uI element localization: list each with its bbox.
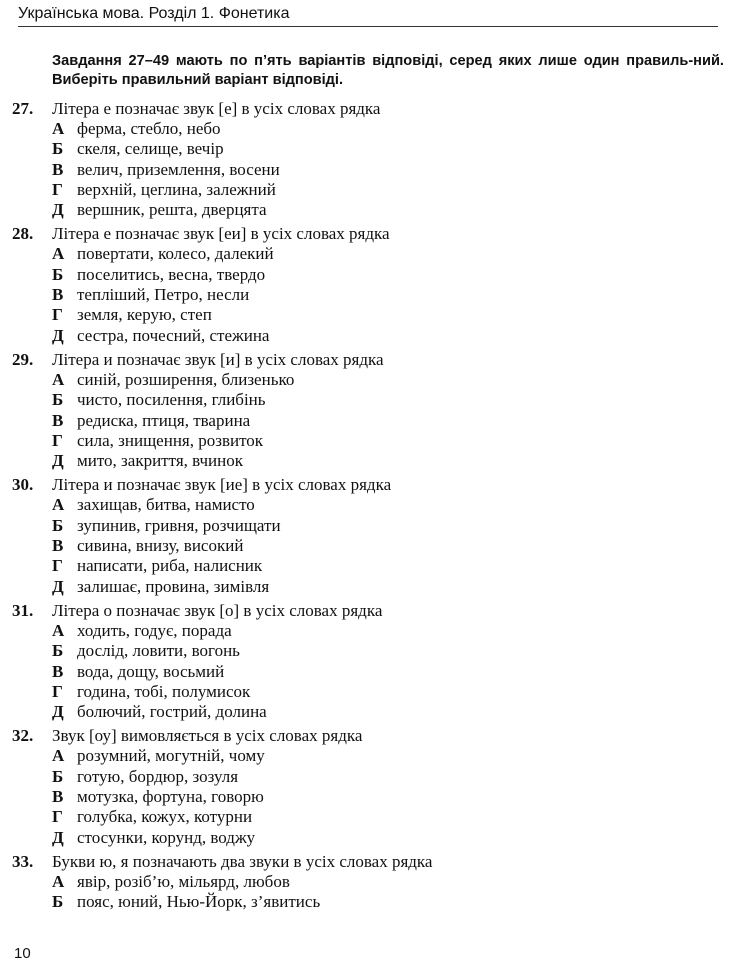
option-letter: В: [52, 787, 64, 807]
question-number: 29.: [12, 349, 34, 369]
option-text: написати, риба, налисник: [77, 556, 263, 576]
option-text: скеля, селище, вечір: [77, 139, 224, 159]
question-29: [12, 349, 727, 471]
question-text: Літера и позначає звук [ие] в усіх словах рядка: [52, 475, 392, 495]
answer-option: [12, 390, 727, 410]
option-letter: Б: [52, 390, 64, 410]
option-text: година, тобі, полумисок: [77, 681, 251, 701]
question-text: Літера е позначає звук [е] в усіх словах рядка: [52, 99, 381, 118]
option-letter: Б: [52, 264, 64, 284]
answer-option: [12, 516, 727, 536]
option-text: залишає, провина, зимівля: [77, 576, 270, 596]
option-letter: Д: [52, 827, 64, 847]
option-text: зупинив, гривня, розчищати: [77, 515, 281, 535]
option-letter: Б: [52, 766, 64, 786]
option-text: велич, приземлення, восени: [77, 159, 280, 179]
option-text: вершник, решта, дверцята: [77, 200, 267, 220]
option-letter: Г: [52, 556, 63, 576]
option-letter: Г: [52, 179, 63, 199]
option-text: редиска, птиця, тварина: [77, 410, 251, 430]
question-27: [12, 98, 727, 220]
answer-option: [12, 807, 727, 827]
question-number: 32.: [12, 726, 34, 746]
answer-option: [12, 536, 727, 556]
answer-option: [12, 577, 727, 597]
question-text: Літера и позначає звук [и] в усіх словах рядка: [52, 349, 384, 369]
option-text: верхній, цеглина, залежний: [77, 179, 276, 199]
option-letter: Д: [52, 702, 64, 722]
question-stem: [12, 98, 727, 119]
option-text: синій, розширення, близенько: [77, 369, 295, 389]
question-stem: [12, 600, 727, 621]
option-text: голубка, кожух, котурни: [77, 807, 253, 827]
option-letter: В: [52, 285, 64, 305]
option-text: поселитись, весна, твердо: [77, 264, 266, 284]
option-letter: В: [52, 410, 64, 430]
option-letter: А: [52, 244, 65, 264]
option-letter: Б: [52, 515, 64, 535]
answer-option: [12, 285, 727, 305]
question-33: [12, 851, 727, 913]
option-letter: Г: [52, 305, 63, 325]
question-30: [12, 474, 727, 596]
option-text: сивина, внизу, високий: [77, 536, 244, 556]
answer-option: [12, 662, 727, 682]
option-text: мотузка, фортуна, говорю: [77, 787, 264, 807]
question-number: 33.: [12, 851, 34, 871]
option-letter: А: [52, 746, 65, 766]
option-text: захищав, битва, намисто: [77, 495, 255, 515]
option-text: дослід, ловити, вогонь: [77, 641, 240, 661]
option-text: повертати, колесо, далекий: [77, 244, 274, 264]
option-letter: Д: [52, 451, 64, 471]
question-stem: [12, 474, 727, 495]
answer-option: [12, 621, 727, 641]
question-number: 27.: [12, 99, 34, 118]
option-text: розумний, могутній, чому: [77, 746, 265, 766]
option-text: мито, закриття, вчинок: [77, 451, 244, 471]
answer-option: [12, 305, 727, 325]
option-text: ферма, стебло, небо: [77, 119, 221, 138]
question-31: [12, 600, 727, 722]
option-letter: Г: [52, 807, 63, 827]
question-stem: [12, 725, 727, 746]
page-number: 10: [14, 945, 31, 962]
answer-option: [12, 265, 727, 285]
option-text: болючий, гострий, долина: [77, 702, 267, 722]
question-stem: [12, 851, 727, 872]
option-letter: Б: [52, 641, 64, 661]
answer-option: [12, 180, 727, 200]
question-stem: [12, 349, 727, 370]
answer-option: [12, 767, 727, 787]
question-text: Букви ю, я позначають два звуки в усіх словах рядка: [52, 851, 433, 871]
question-number: 28.: [12, 224, 34, 244]
option-letter: А: [52, 620, 65, 640]
answer-option: [12, 244, 727, 264]
answer-option: [12, 451, 727, 471]
question-list: [12, 98, 727, 916]
option-letter: Д: [52, 576, 64, 596]
answer-option: [12, 411, 727, 431]
answer-option: [12, 431, 727, 451]
header-title: Українська мова. Розділ 1. Фонетика: [18, 5, 290, 22]
option-text: земля, керую, степ: [77, 305, 212, 325]
answer-option: [12, 641, 727, 661]
option-letter: А: [52, 495, 65, 515]
answer-option: [12, 702, 727, 722]
option-letter: Д: [52, 325, 64, 345]
answer-option: [12, 139, 727, 159]
answer-option: [12, 892, 727, 912]
option-letter: Б: [52, 892, 64, 912]
option-letter: А: [52, 369, 65, 389]
question-number: 31.: [12, 600, 34, 620]
answer-option: [12, 746, 727, 766]
option-text: явір, розіб’ю, мільярд, любов: [77, 871, 290, 891]
option-text: чисто, посилення, глибінь: [77, 390, 266, 410]
option-text: сила, знищення, розвиток: [77, 430, 264, 450]
running-header: [18, 4, 718, 27]
option-text: тепліший, Петро, несли: [77, 285, 250, 305]
question-32: [12, 725, 727, 847]
option-letter: В: [52, 159, 64, 179]
answer-option: [12, 160, 727, 180]
question-28: [12, 223, 727, 345]
option-letter: В: [52, 536, 64, 556]
option-letter: В: [52, 661, 64, 681]
option-text: ходить, годує, порада: [77, 620, 232, 640]
answer-option: [12, 787, 727, 807]
option-text: готую, бордюр, зозуля: [77, 766, 239, 786]
answer-option: [12, 326, 727, 346]
option-text: сестра, почесний, стежина: [77, 325, 270, 345]
answer-option: [12, 370, 727, 390]
option-letter: А: [52, 119, 65, 138]
answer-option: [12, 495, 727, 515]
instructions-text: Завдання 27–49 мають по п’ять варіантів відповіді, серед яких лише один правиль-ний. Виберіть правильний варіант відповіді.: [52, 53, 724, 88]
option-letter: Б: [52, 139, 64, 159]
option-letter: А: [52, 871, 65, 891]
answer-option: [12, 828, 727, 848]
option-text: стосунки, корунд, воджу: [77, 827, 256, 847]
question-stem: [12, 223, 727, 244]
answer-option: [12, 682, 727, 702]
option-letter: Г: [52, 430, 63, 450]
option-text: вода, дощу, восьмий: [77, 661, 225, 681]
option-letter: Г: [52, 681, 63, 701]
question-number: 30.: [12, 475, 34, 495]
answer-option: [12, 119, 727, 139]
option-text: пояс, юний, Нью-Йорк, з’явитись: [77, 892, 321, 912]
answer-option: [12, 556, 727, 576]
option-letter: Д: [52, 200, 64, 220]
question-text: Звук [оу] вимовляється в усіх словах рядка: [52, 726, 363, 746]
answer-option: [12, 872, 727, 892]
question-text: Літера о позначає звук [о] в усіх словах рядка: [52, 600, 383, 620]
question-text: Літера е позначає звук [еи] в усіх словах рядка: [52, 224, 390, 244]
answer-option: [12, 200, 727, 220]
